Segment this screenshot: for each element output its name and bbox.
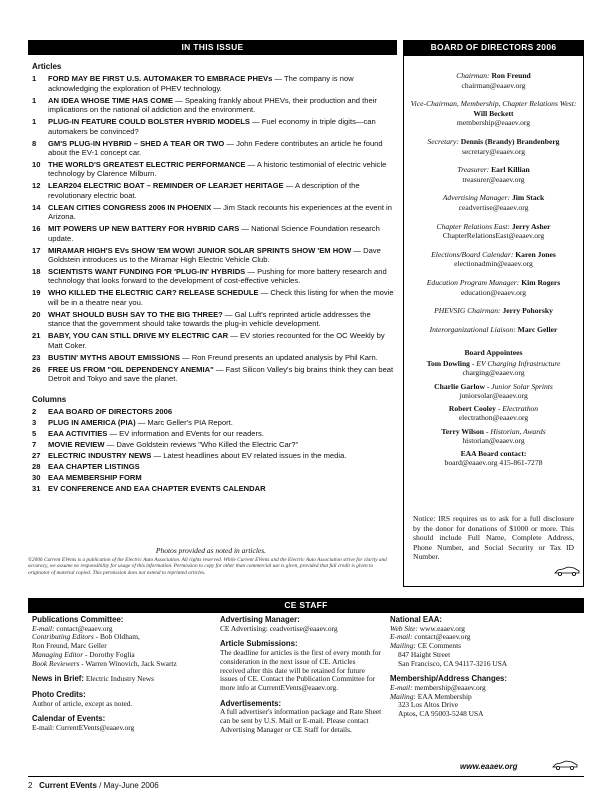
officer-email: ChapterRelationsEast@eaaev.org xyxy=(442,231,545,241)
appointee-name: Charlie Garlow xyxy=(434,381,485,391)
board-officer xyxy=(404,137,583,156)
article-entry xyxy=(28,310,394,329)
officer-name: Jerry Asher xyxy=(511,221,551,231)
officer-email: ceadvertise@eaaev.org xyxy=(458,202,529,212)
page-number: 8 xyxy=(32,138,37,148)
officer-role: Chapter Relations East: xyxy=(436,221,510,231)
entry-description: — Pushing for more battery research and technology that looks forward to the development of cost-effective vehicles. xyxy=(48,267,387,286)
advertisements-heading: Advertisements: xyxy=(220,698,282,708)
appointee-name: Terry Wilson xyxy=(441,426,485,436)
officer-email: education@eaaev.org xyxy=(460,287,527,297)
entry-description: — Check this listing for when the movie will be in a theatre near you. xyxy=(48,288,394,307)
entry-description: — Jim Stack recounts his experiences at the event in Arizona. xyxy=(48,202,392,222)
entry-title: GM'S PLUG-IN HYBRID – SHED A TEAR OR TWO xyxy=(48,138,225,148)
board-officer xyxy=(404,99,583,128)
page-number: 16 xyxy=(32,224,41,234)
article-entry xyxy=(28,331,394,350)
appointee-email: electrathon@eaaev.org xyxy=(458,413,529,423)
board-appointee xyxy=(404,359,583,377)
entry-title: EAA BOARD OF DIRECTORS 2006 xyxy=(48,406,173,416)
column-entry xyxy=(28,473,394,482)
page-number: 12 xyxy=(32,181,41,191)
staff-column-3: National EAA: Web Site: www.eaaev.org E-mail: contact@eaaev.org Mailing: CE Comments 847 Haight Street San Francisco, CA 94117-3216 USA Membership/Address Changes: E-mail: membership@eaaev.org Mailing: EAA Membership 323 Los Altos Drive Aptos, CA 95003-5248 USA xyxy=(390,616,580,719)
advertising-manager-heading: Advertising Manager: xyxy=(220,615,300,624)
article-entry xyxy=(28,117,394,136)
entry-description: — Gal Luft's reprinted article addresses the stance that the government should take towards the plug-in vehicle development. xyxy=(48,309,371,329)
officer-name: Jerry Pohorsky xyxy=(502,306,553,316)
board-appointee xyxy=(404,427,583,445)
entry-title: FREE US FROM "OIL DEPENDENCY ANEMIA" xyxy=(48,364,214,374)
calendar-of-events-heading: Calendar of Events: xyxy=(32,714,106,724)
officer-role: Elections/Board Calendar: xyxy=(431,249,514,259)
page-number: 27 xyxy=(32,450,41,460)
book-reviewers: - Warren Winovich, Jack Swartz xyxy=(79,658,177,668)
entry-description: — John Federe contributes an article he found about the EV-1 concept car. xyxy=(48,138,383,158)
page-number: 3 xyxy=(32,417,37,427)
officer-role: Treasurer: xyxy=(457,165,490,175)
entry-title: FORD MAY BE FIRST U.S. AUTOMAKER TO EMBRACE PHEVs xyxy=(48,74,273,84)
entry-title: PLUG-IN FEATURE COULD BOLSTER HYBRID MODELS xyxy=(48,117,250,127)
article-entry xyxy=(28,74,394,93)
board-officer xyxy=(404,193,583,212)
officer-role: Vice-Chairman, Membership, Chapter Relations West: xyxy=(410,99,577,109)
issue-date: / May-June 2006 xyxy=(96,781,159,790)
article-entry xyxy=(28,181,394,200)
appointee-role: - EV Charging Infrastructure xyxy=(469,359,561,369)
staff-column-2: Advertising Manager: CE Advertising: ceadvertise@eaaev.org Article Submissions: The deadline for articles is the first of every month for consideration in the next issue of CE. Articles received after this date will be retained for future issues of CE. Contact the Publication Committee for more info at CurrentEVents@eaaev.org. Advertisements: A full advertiser's information package and Rate Sheet can be sent by U.S. Mail or E-mail. Please contact Advertising Manager or CE Staff for details. xyxy=(220,615,382,734)
article-entry xyxy=(28,139,394,158)
publication-name: Current EVents xyxy=(39,781,97,790)
entry-description: — Ron Freund presents an updated analysis by Phil Karn. xyxy=(179,352,378,362)
entry-title: WHAT SHOULD BUSH SAY TO THE BIG THREE? xyxy=(48,309,223,319)
entry-title: BUSTIN' MYTHS ABOUT EMISSIONS xyxy=(48,352,180,362)
officer-role: Chairman: xyxy=(456,71,490,80)
entry-description: — Dave Goldstein reviews "Who Killed the Electric Car?" xyxy=(104,439,299,449)
entry-description: — Latest headlines about EV related issues in the media. xyxy=(151,450,347,460)
officer-role: PHEVSIG Chairman: xyxy=(434,306,501,316)
article-entry xyxy=(28,96,394,115)
page-number: 20 xyxy=(32,309,41,319)
board-contact-heading: EAA Board contact: xyxy=(460,448,527,458)
officer-name: Dennis (Brandy) Brandenberg xyxy=(460,136,560,146)
column-entry xyxy=(28,451,394,460)
copyright-notice: ©2006 Current EVents is a publication of the Electric Auto Association. All rights reserved. While Current EVents and the Electric Auto Association strive for clarity and accuracy, we assume no responsibility for usage of this information. Permission to copy for other than commercial use is given, provided that full credit is given to originator of material copied. This permission does not extend to reprinted articles. xyxy=(28,557,387,576)
car-icon xyxy=(552,760,578,770)
entry-title: BABY, YOU CAN STILL DRIVE MY ELECTRIC CAR xyxy=(48,331,229,341)
publications-committee-heading: Publications Committee: xyxy=(32,615,124,624)
entry-description: — A historic testimonial of electric vehicle technology by Clarence Milburn. xyxy=(48,160,387,179)
articles-list xyxy=(28,74,394,383)
entry-description: — EV stories recounted for the OC Weekly by Matt Coker. xyxy=(48,331,385,350)
board-officer xyxy=(404,250,583,269)
entry-title: MIT POWERS UP NEW BATTERY FOR HYBRID CARS xyxy=(48,224,240,234)
appointee-email: charging@eaaev.org xyxy=(462,368,525,378)
photo-credits-heading: Photo Credits: xyxy=(32,689,86,699)
photos-note: Photos provided as noted in articles. xyxy=(155,546,267,555)
appointee-role: - Electrathon xyxy=(495,404,539,414)
entry-title: MOVIE REVIEW xyxy=(48,439,105,449)
page-number: 30 xyxy=(32,472,41,482)
board-appointee xyxy=(404,404,583,422)
entry-title: AN IDEA WHOSE TIME HAS COME xyxy=(48,95,174,105)
appointee-role: - Historian, Awards xyxy=(484,426,546,436)
board-officer xyxy=(404,165,583,184)
website-link[interactable]: www.eaaev.org xyxy=(460,762,518,771)
officer-name: Earl Killian xyxy=(491,165,530,175)
in-this-issue-heading: IN THIS ISSUE xyxy=(28,40,397,55)
entry-description: — Dave Goldstein introduces us to the Miramar High Electric Vehicle Club. xyxy=(48,245,381,265)
column-entry xyxy=(28,429,394,438)
page-number: 23 xyxy=(32,352,41,362)
officer-role: Advertising Manager: xyxy=(442,193,511,203)
appointees-list xyxy=(404,359,583,445)
appointee-email: historian@eaaev.org xyxy=(462,435,525,445)
officer-name: Will Beckett xyxy=(473,108,514,118)
articles-heading: Articles xyxy=(32,62,62,71)
page-number: 28 xyxy=(32,461,41,471)
article-entry xyxy=(28,353,394,362)
page-number: 31 xyxy=(32,483,41,493)
entry-title: EAA ACTIVITIES xyxy=(48,428,108,438)
officers-list xyxy=(404,56,583,334)
officer-name: Marc Geller xyxy=(517,324,558,334)
page-number: 7 xyxy=(32,439,37,449)
contributing-editors: - Bob Oldham, xyxy=(93,632,140,642)
entry-description: — Speaking frankly about PHEVs, their production and their implications on the national oil addiction and the environment. xyxy=(48,95,377,115)
article-entry xyxy=(28,203,394,222)
appointee-email: juniorsolar@eaaev.org xyxy=(459,390,528,400)
entry-description: — The company is now acknowledging the exploration of PHEV technology. xyxy=(48,74,354,93)
page-number: 21 xyxy=(32,331,41,341)
entry-title: WHO KILLED THE ELECTRIC CAR? RELEASE SCHEDULE xyxy=(48,288,259,298)
page-number: 5 xyxy=(32,428,37,438)
board-officer xyxy=(404,71,583,90)
article-entry xyxy=(28,224,394,243)
page-footer xyxy=(28,781,159,790)
page-number: 1 xyxy=(32,74,37,84)
managing-editor: - Dorothy Foglia xyxy=(83,649,135,659)
page-number: 1 xyxy=(32,117,37,127)
entry-title: ELECTRIC INDUSTRY NEWS xyxy=(48,450,152,460)
entry-description: — National Science Foundation research update. xyxy=(48,224,380,243)
entry-title: LEAR204 ELECTRIC BOAT – REMINDER OF LEARJET HERITAGE xyxy=(48,181,284,191)
column-entry xyxy=(28,418,394,427)
board-officer xyxy=(404,278,583,297)
appointee-name: Tom Dowling xyxy=(426,359,470,369)
entry-title: SCIENTISTS WANT FUNDING FOR 'PLUG-IN' HYBRIDS xyxy=(48,267,246,277)
officer-name: Ron Freund xyxy=(491,71,531,80)
article-submissions-heading: Article Submissions: xyxy=(220,639,298,649)
page-number: 2 xyxy=(32,406,37,416)
page-number: 1 xyxy=(32,95,37,105)
officer-email: membership@eaaev.org xyxy=(456,118,531,128)
article-entry xyxy=(28,365,394,384)
ce-staff-heading: CE STAFF xyxy=(28,598,584,613)
page-number: 17 xyxy=(32,245,41,255)
page-number: 26 xyxy=(32,364,41,374)
staff-column-1: Publications Committee: E-mail: contact@eaaev.org Contributing Editors - Bob Oldham, Ron Freund, Marc Geller Managing Editor - Dorothy Foglia Book Reviewers - Warren Winovich, Jack Swartz News in Brief: Electric Industry News Photo Credits: Author of article, except as noted. Calendar of Events: E-mail: CurrentEVents@eaaev.org xyxy=(32,616,210,733)
officer-email: electionadmin@eaaev.org xyxy=(454,259,533,269)
entry-description: — A description of the revolutionary electric boat. xyxy=(48,181,360,200)
national-eaa-heading: National EAA: xyxy=(390,615,442,624)
board-contact-line: board@eaaev.org 415-861-7278 xyxy=(444,458,543,468)
entry-title: CLEAN CITIES CONGRESS 2006 IN PHOENIX xyxy=(48,202,212,212)
calendar-email: E-mail: CurrentEVents@eaaev.org xyxy=(32,723,135,733)
entry-title: EAA MEMBERSHIP FORM xyxy=(48,472,142,482)
columns-heading: Columns xyxy=(32,394,67,404)
appointee-name: Robert Cooley xyxy=(448,404,496,414)
officer-role: Education Program Manager: xyxy=(426,277,520,287)
irs-notice: Notice: IRS requires us to ask for a full disclosure by the donor for donations of $1000 or more. This should include Full Name, Complete Address, Phone Number, and Social Security or Tax ID Number. xyxy=(413,514,574,562)
officer-email: treasurer@eaaev.org xyxy=(462,174,525,184)
car-icon xyxy=(554,566,580,576)
appointee-role: - Junior Solar Sprints xyxy=(484,381,553,391)
publications-email: contact@eaaev.org xyxy=(54,623,113,633)
column-entry xyxy=(28,407,394,416)
page-number: 10 xyxy=(32,160,41,170)
article-entry xyxy=(28,160,394,179)
article-entry xyxy=(28,246,394,265)
entry-description: — Marc Geller's PIA Report. xyxy=(135,417,233,427)
entry-description: — Fuel economy in triple digits—can automakers be convinced? xyxy=(48,117,376,136)
board-appointees-heading: Board Appointees xyxy=(464,348,523,358)
board-officer xyxy=(404,325,583,335)
page-number: 18 xyxy=(32,267,41,277)
entry-title: EV CONFERENCE AND EAA CHAPTER EVENTS CALENDAR xyxy=(48,483,266,493)
page-number: 2 xyxy=(28,781,33,790)
news-in-brief-heading: News in Brief: xyxy=(32,674,84,684)
officer-name: Kim Rogers xyxy=(521,277,561,287)
board-contact xyxy=(404,449,583,467)
entry-title: THE WORLD'S GREATEST ELECTRIC PERFORMANCE xyxy=(48,160,246,170)
board-officer xyxy=(404,306,583,316)
officer-name: Jim Stack xyxy=(511,193,545,203)
board-of-directors-heading: BOARD OF DIRECTORS 2006 xyxy=(403,40,584,55)
officer-name: Karen Jones xyxy=(515,249,556,259)
table-of-contents xyxy=(28,62,394,495)
column-entry xyxy=(28,462,394,471)
entry-title: PLUG IN AMERICA (PIA) xyxy=(48,417,136,427)
board-box xyxy=(403,55,584,587)
board-appointee xyxy=(404,382,583,400)
article-entry xyxy=(28,267,394,286)
officer-email: secretary@eaaev.org xyxy=(461,146,526,156)
membership-address-changes-heading: Membership/Address Changes: xyxy=(390,674,507,684)
officer-email: chairman@eaaev.org xyxy=(461,80,526,90)
entry-title: MIRAMAR HIGH'S EVs SHOW 'EM WOW! JUNIOR SOLAR SPRINTS SHOW 'EM HOW xyxy=(48,245,352,255)
column-entry xyxy=(28,484,394,493)
board-officer xyxy=(404,222,583,241)
columns-list xyxy=(28,407,394,493)
column-entry xyxy=(28,440,394,449)
officer-role: Interorganizational Liaison: xyxy=(429,324,516,334)
entry-title: EAA CHAPTER LISTINGS xyxy=(48,461,140,471)
entry-description: — EV information and EVents for our readers. xyxy=(107,428,264,438)
page-number: 14 xyxy=(32,202,41,212)
article-entry xyxy=(28,288,394,307)
page-number: 19 xyxy=(32,288,41,298)
entry-description: — Fast Silicon Valley's big brains think they can beat Detroit and Tokyo and save the planet. xyxy=(48,364,394,384)
footer-rule xyxy=(28,776,584,777)
officer-role: Secretary: xyxy=(427,136,459,146)
